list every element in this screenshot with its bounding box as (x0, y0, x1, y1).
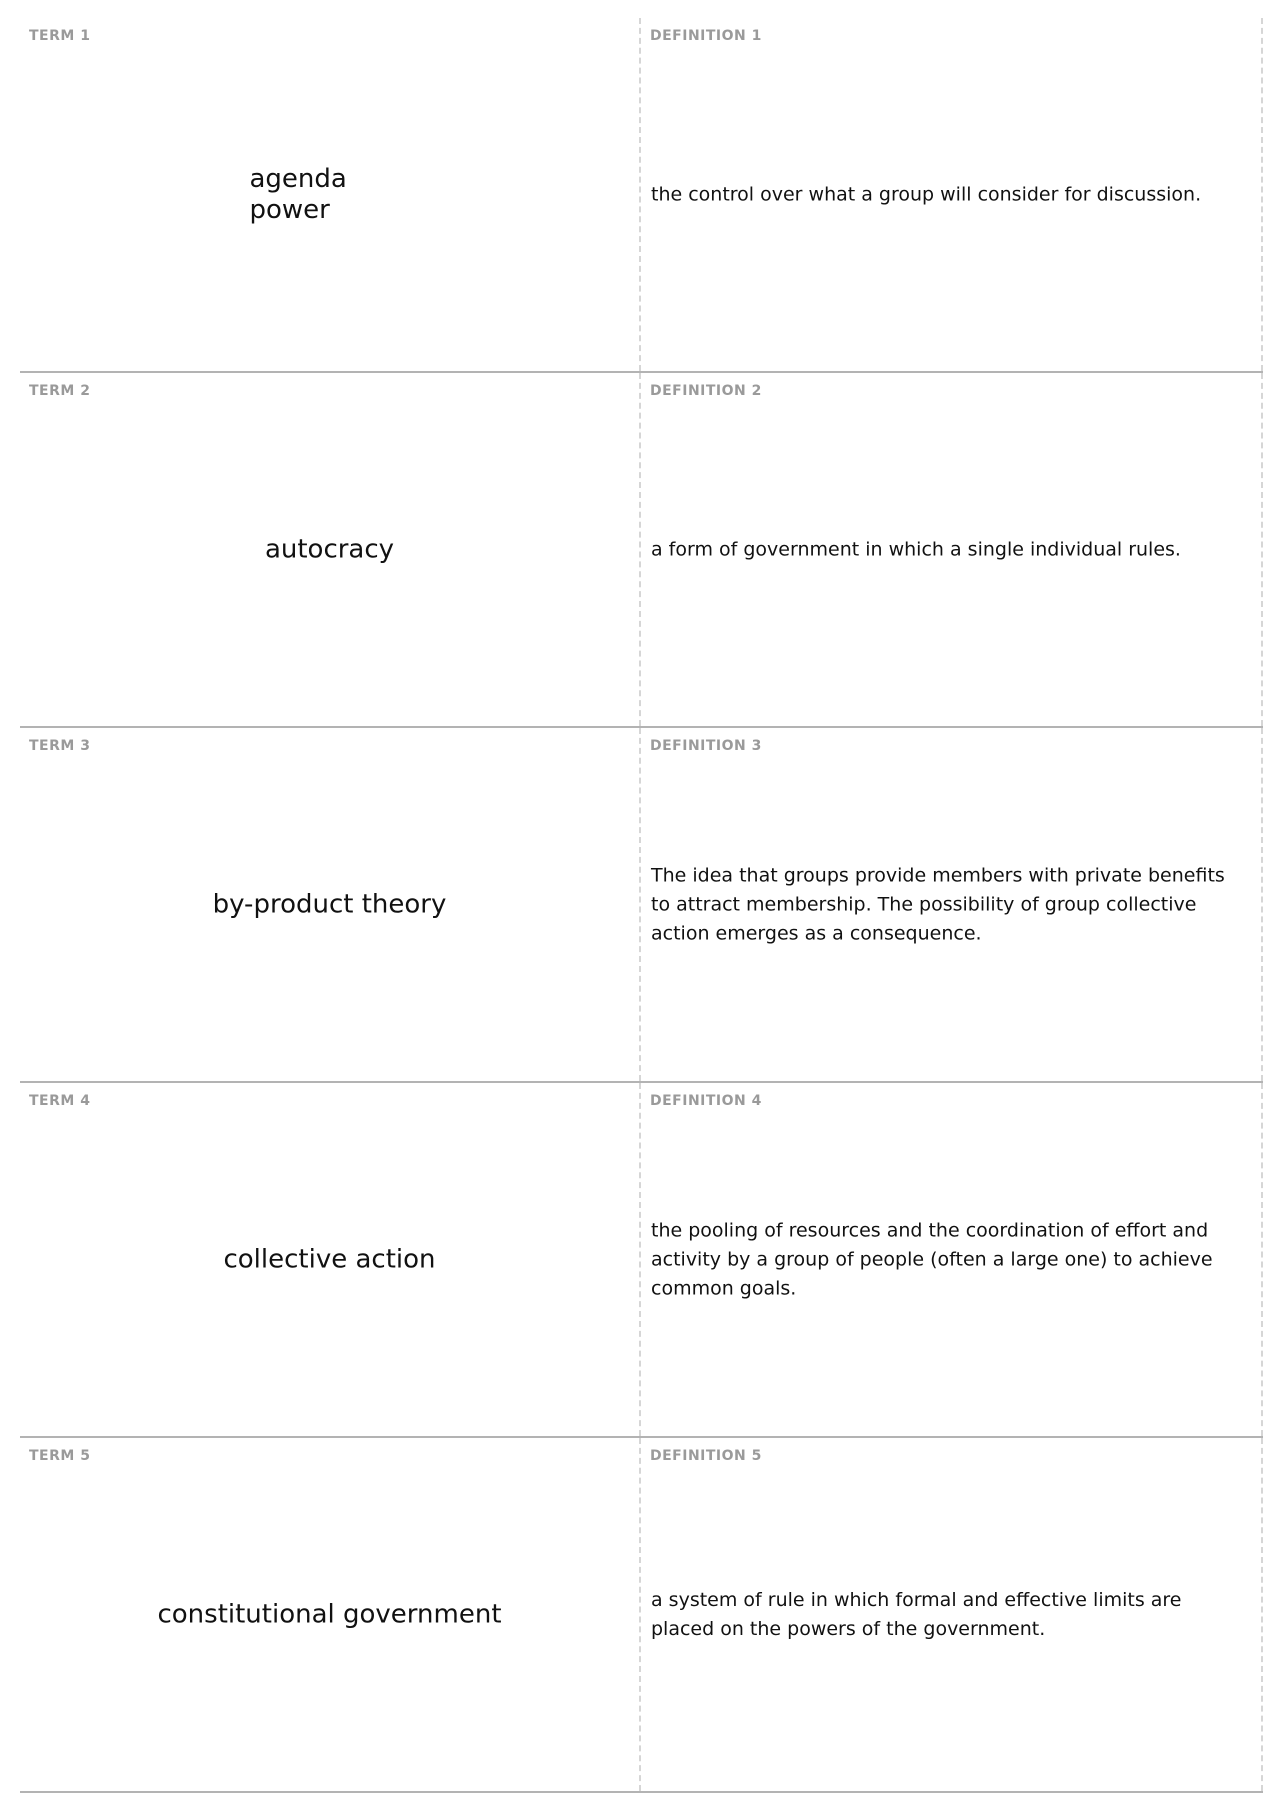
term-cell (20, 1438, 641, 1791)
definition-cell (641, 18, 1263, 371)
term-cell (20, 728, 641, 1081)
flashcard-row (20, 728, 1263, 1083)
flashcard-row (20, 1438, 1263, 1793)
definition-text: the pooling of resources and the coordination of effort and activity by a group of people (often a large one) to achieve common goals. (651, 1219, 1213, 1299)
definition-cell (641, 728, 1263, 1081)
definition-text: a system of rule in which formal and effective limits are placed on the powers of the government. (651, 1588, 1182, 1640)
term-text: collective action (223, 1244, 436, 1274)
definition-text: the control over what a group will consider for discussion. (651, 183, 1202, 205)
term-label: TERM 1 (29, 28, 91, 44)
term-label: TERM 5 (29, 1448, 91, 1464)
definition-cell (641, 1438, 1263, 1791)
term-label: TERM 2 (29, 383, 91, 399)
flashcard-sheet (20, 18, 1263, 1793)
definition-label: DEFINITION 2 (650, 383, 762, 399)
definition-cell (641, 373, 1263, 726)
flashcard-row (20, 1083, 1263, 1438)
definition-text: The idea that groups provide members with private benefits to attract membership. The possibility of group collective action emerges as a consequence. (651, 864, 1225, 944)
definition-label: DEFINITION 5 (650, 1448, 762, 1464)
definition-label: DEFINITION 3 (650, 738, 762, 754)
definition-label: DEFINITION 1 (650, 28, 762, 44)
term-label: TERM 4 (29, 1093, 91, 1109)
term-cell (20, 1083, 641, 1436)
definition-cell (641, 1083, 1263, 1436)
term-text: constitutional government (157, 1599, 502, 1629)
term-text: autocracy (264, 534, 395, 564)
definition-text: a form of government in which a single individual rules. (651, 538, 1181, 560)
flashcard-row (20, 373, 1263, 728)
term-cell (20, 18, 641, 371)
term-cell (20, 373, 641, 726)
term-text: agenda power (249, 163, 347, 225)
term-label: TERM 3 (29, 738, 91, 754)
flashcard-row (20, 18, 1263, 373)
term-text: by-product theory (212, 889, 447, 919)
definition-label: DEFINITION 4 (650, 1093, 762, 1109)
